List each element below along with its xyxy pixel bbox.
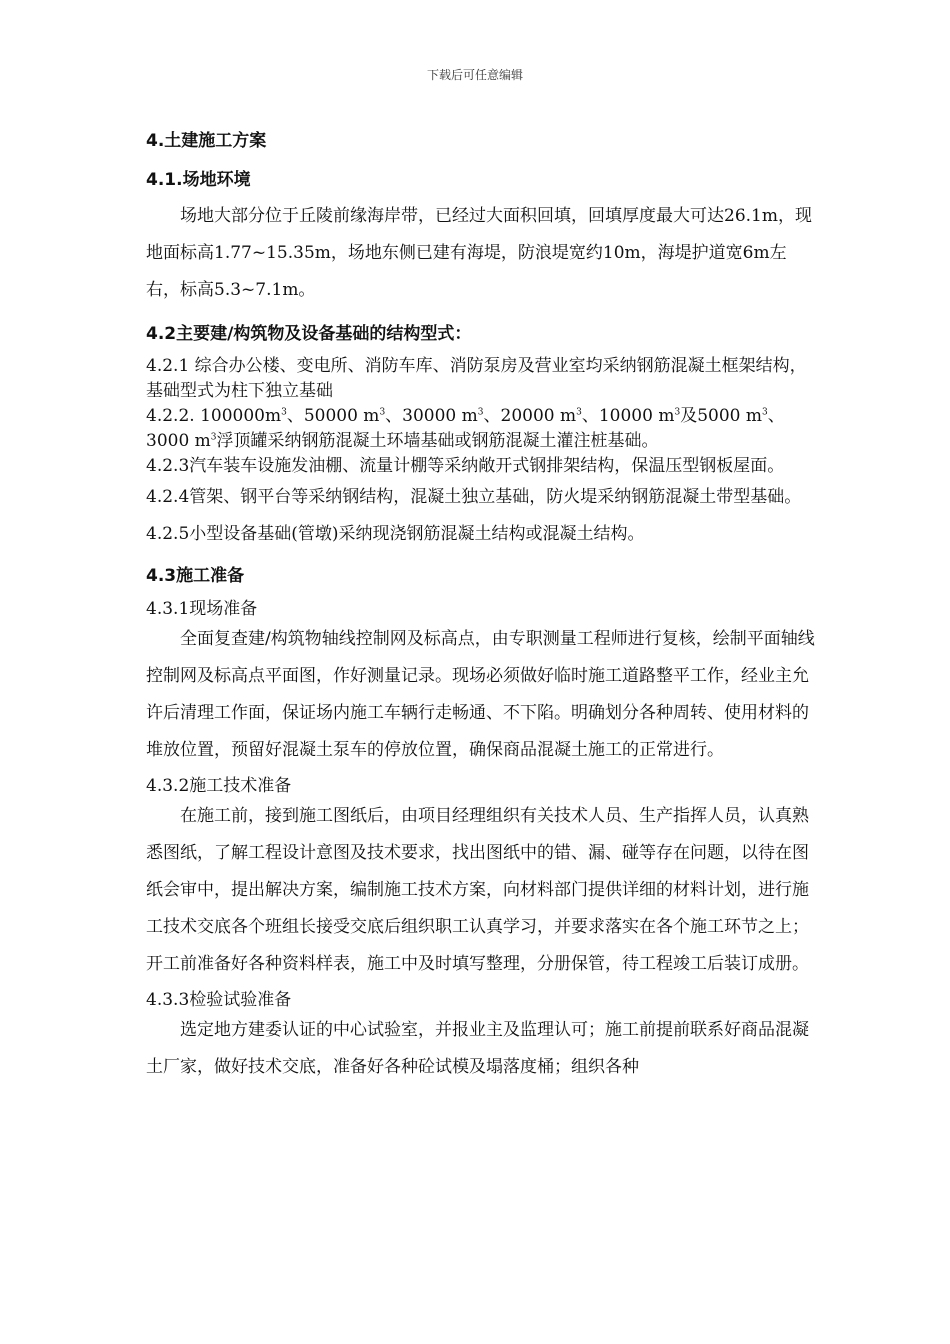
text-4-2-2-c: 、30000 m <box>385 406 478 426</box>
text-4-2-2-b: 、50000 m <box>286 406 380 426</box>
section-title-4-3-2: 4.3.2施工技术准备 <box>146 776 292 796</box>
superscript-3: 3 <box>674 407 681 418</box>
text-4-2-2-a: 4.2.2. 100000m <box>146 406 282 426</box>
superscript-3: 3 <box>281 407 287 418</box>
paragraph-4-2-5: 4.2.5小型设备基础(管墩)采纳现浇钢筋混凝土结构或混凝土结构。 <box>146 524 645 544</box>
superscript-3: 3 <box>576 407 582 418</box>
text-4-2-2-f: 及5000 m <box>680 406 762 426</box>
text-4-2-2-g: 、3000 m <box>146 406 785 451</box>
section-title-4-2: 4.2主要建/构筑物及设备基础的结构型式： <box>146 324 472 344</box>
paragraph-4-2-1: 4.2.1 综合办公楼、变电所、消防车库、消防泵房及营业室均采纳钢筋混凝土框架结构，基础型式为柱下独立基础 <box>146 356 807 401</box>
superscript-3: 3 <box>762 407 768 418</box>
paragraph-4-3-2: 在施工前，接到施工图纸后，由项目经理组织有关技术人员、生产指挥人员，认真熟悉图纸，了解工程设计意图及技术要求，找出图纸中的错、漏、碰等存在问题，以待在图纸会审中，提出解决方案，编制施工技术方案，向材料部门提供详细的材料计划，进行施工技术交底各个班组长接受交底后组织职工认真学习，并要求落实在各个施工环节之上；开工前准备好各种资料样表，施工中及时填写整理，分册保管，待工程竣工后装订成册。 <box>146 806 809 974</box>
page-header: 下载后可任意编辑 <box>426 68 523 82</box>
section-title-4-3-1: 4.3.1现场准备 <box>146 599 258 619</box>
text-4-2-2-d: 、20000 m <box>483 406 577 426</box>
section-title-4-3: 4.3施工准备 <box>146 566 245 586</box>
superscript-3: 3 <box>379 407 386 418</box>
paragraph-4-2-2 <box>146 404 816 454</box>
paragraph-4-3-1: 全面复查建/构筑物轴线控制网及标高点，由专职测量工程师进行复核，绘制平面轴线控制网及标高点平面图，作好测量记录。现场必须做好临时施工道路整平工作，经业主允许后清理工作面，保证场内施工车辆行走畅通、不下陷。明确划分各种周转、使用材料的堆放位置，预留好混凝土泵车的停放位置，确保商品混凝土施工的正常进行。 <box>146 629 815 760</box>
document-body <box>146 126 816 1086</box>
section-title-4-3-3: 4.3.3检验试验准备 <box>146 990 292 1010</box>
section-title-4-1: 4.1.场地环境 <box>146 170 251 190</box>
paragraph-4-1: 场地大部分位于丘陵前缘海岸带，已经过大面积回填，回填厚度最大可达26.1m，现地面标高1.77~15.35m，场地东侧已建有海堤，防浪堤宽约10m，海堤护道宽6m左右，标高5.3~7.1m。 <box>146 206 812 300</box>
paragraph-4-3-3: 选定地方建委认证的中心试验室，并报业主及监理认可；施工前提前联系好商品混凝土厂家，做好技术交底，准备好各种砼试模及塌落度桶；组织各种 <box>146 1020 809 1077</box>
section-title-4: 4.土建施工方案 <box>146 131 267 151</box>
paragraph-4-2-4: 4.2.4管架、钢平台等采纳钢结构，混凝土独立基础，防火堤采纳钢筋混凝土带型基础。 <box>146 487 802 507</box>
superscript-3: 3 <box>210 432 217 443</box>
text-4-2-2-e: 、10000 m <box>581 406 675 426</box>
text-4-2-2-h: 浮顶罐采纳钢筋混凝土环墙基础或钢筋混凝土灌注桩基础。 <box>216 431 659 451</box>
superscript-3: 3 <box>477 407 484 418</box>
paragraph-4-2-3: 4.2.3汽车装车设施发油棚、流量计棚等采纳敞开式钢排架结构，保温压型钢板屋面。 <box>146 456 785 476</box>
